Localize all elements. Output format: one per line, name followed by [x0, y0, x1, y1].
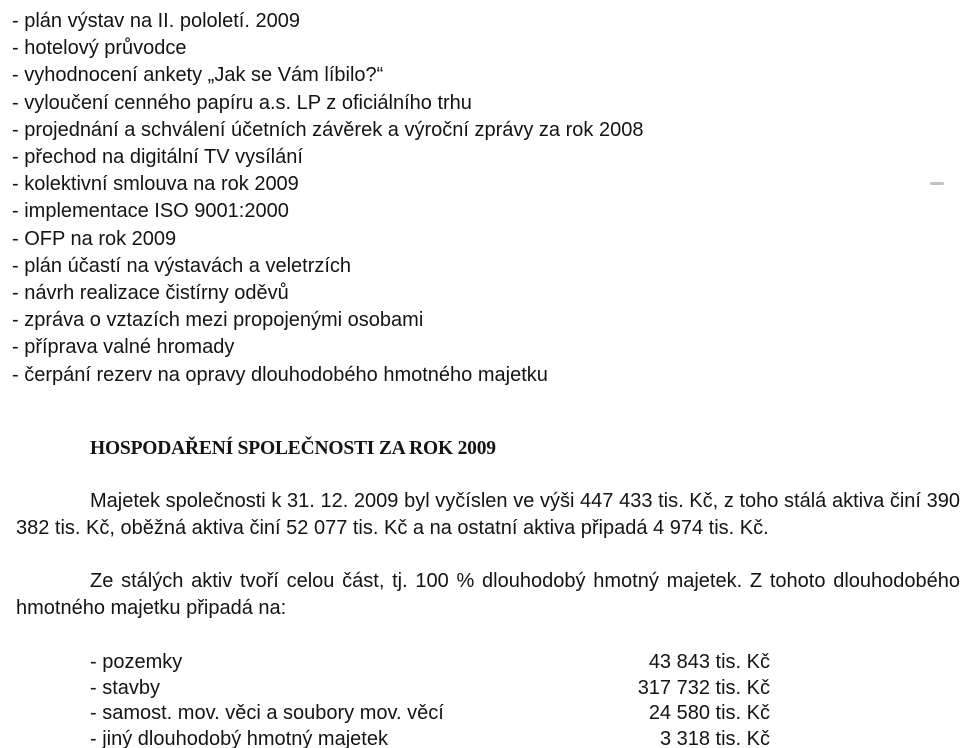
asset-value: 43 843 tis. Kč: [648, 651, 770, 673]
agenda-item: - čerpání rezerv na opravy dlouhodobého hmotného majetku: [12, 363, 548, 386]
agenda-item: - návrh realizace čistírny oděvů: [12, 282, 289, 305]
agenda-list: [12, 8, 643, 389]
agenda-item: - plán účastí na výstavách a veletrzích: [12, 254, 352, 277]
asset-breakdown-list: [90, 650, 770, 748]
asset-label: - samost. mov. věci a soubory mov. věcí: [90, 702, 444, 724]
asset-label: - jiný dlouhodobý hmotný majetek: [90, 727, 388, 748]
agenda-item: - kolektivní smlouva na rok 2009: [12, 173, 299, 196]
scan-speck: [930, 182, 944, 185]
asset-row: [90, 676, 770, 702]
asset-value: 24 580 tis. Kč: [648, 702, 770, 724]
asset-row: [90, 727, 770, 748]
paragraph-assets-total: Majetek společnosti k 31. 12. 2009 byl vyčíslen ve výši 447 433 tis. Kč, z toho stálá aktiva činí 390 382 tis. Kč, oběžná aktiva činí 52 077 tis. Kč a na ostatní aktiva připadá 4 974 tis. Kč.: [16, 490, 960, 539]
paragraph-fixed-assets: Ze stálých aktiv tvoří celou část, tj. 100 % dlouhodobý hmotný majetek. Z tohoto dlouhodobého hmotného majetku připadá na:: [16, 570, 960, 619]
agenda-item: - hotelový průvodce: [12, 37, 187, 60]
asset-label: - stavby: [90, 676, 161, 699]
asset-label: - pozemky: [90, 651, 183, 673]
agenda-item: - zpráva o vztazích mezi propojenými osobami: [12, 309, 424, 332]
agenda-item: - vyhodnocení ankety „Jak se Vám líbilo?“: [12, 64, 384, 87]
agenda-item: - příprava valné hromady: [12, 336, 235, 359]
agenda-item: - vyloučení cenného papíru a.s. LP z oficiálního trhu: [12, 91, 472, 114]
agenda-item: - plán výstav na II. pololetí. 2009: [12, 10, 300, 32]
asset-value: 317 732 tis. Kč: [637, 676, 770, 699]
agenda-item: - implementace ISO 9001:2000: [12, 200, 289, 223]
agenda-item: - projednání a schválení účetních závěrek a výroční zprávy za rok 2008: [12, 118, 644, 141]
asset-value: 3 318 tis. Kč: [659, 727, 770, 748]
asset-row: [90, 701, 770, 727]
agenda-item: - přechod na digitální TV vysílání: [12, 146, 303, 169]
asset-row: [90, 650, 770, 676]
agenda-item: - OFP na rok 2009: [12, 227, 177, 250]
section-heading: HOSPODAŘENÍ SPOLEČNOSTI ZA ROK 2009: [90, 438, 496, 459]
